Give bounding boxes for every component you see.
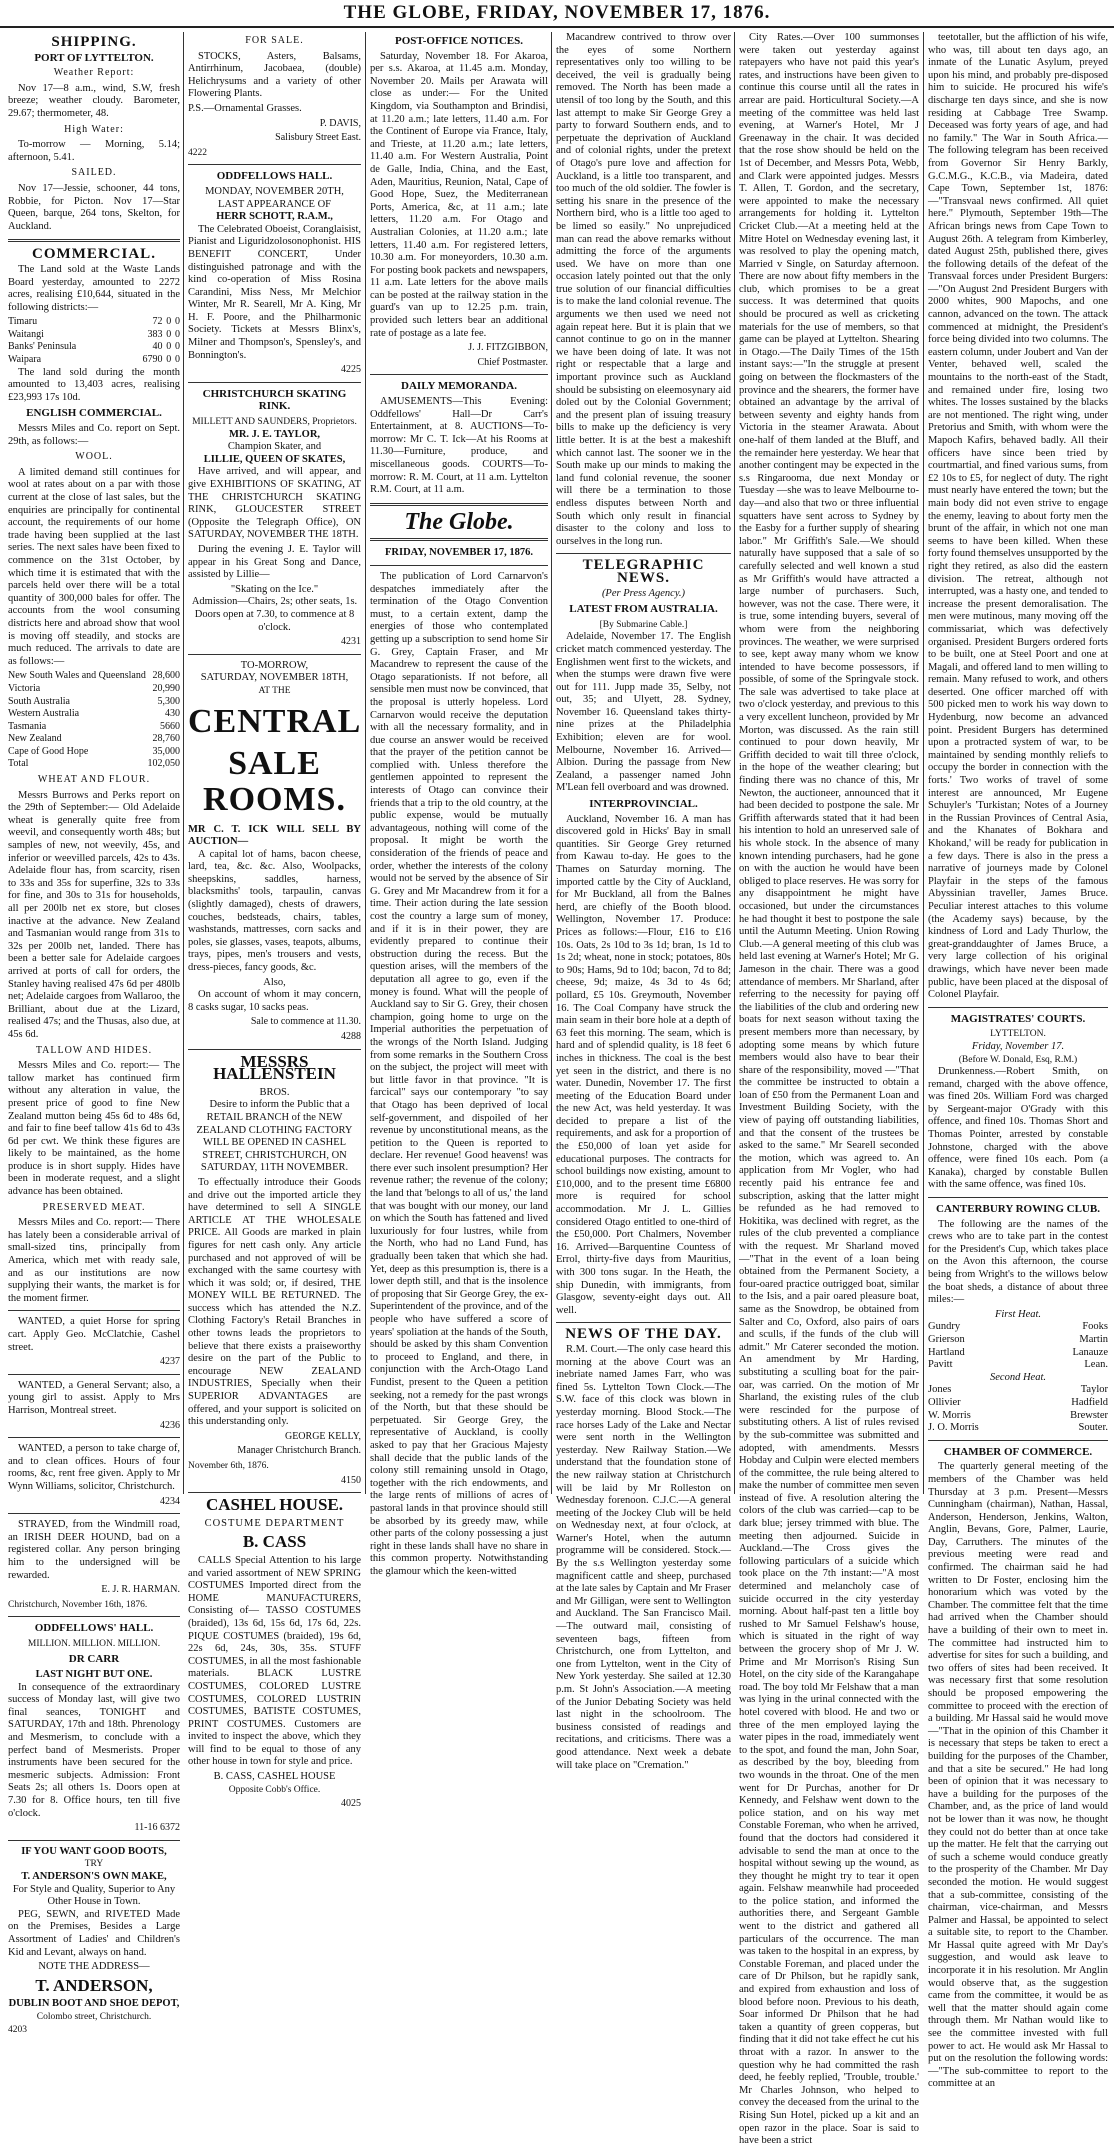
interprovincial-heading: INTERPROVINCIAL. xyxy=(589,798,698,811)
for-sale-body: STOCKS, Asters, Balsams, Antirrhinum, Jacobaea, (double) Helichrysums and a variety of other Flowering Plants. xyxy=(188,50,361,100)
high-water: To-morrow — Morning, 5.14; afternoon, 5.41. xyxy=(8,139,180,163)
oddfellows-heading: ODDFELLOWS' HALL. xyxy=(34,1622,154,1635)
column-rule xyxy=(183,32,184,1494)
text-line: 0 xyxy=(166,328,172,340)
text-line: HERR SCHOTT, R.A.M., xyxy=(216,211,333,223)
table-row xyxy=(8,721,180,734)
text-line: J. J. FITZGIBBON, xyxy=(468,342,548,354)
text-line: 4025 xyxy=(341,1798,361,1810)
chamber-heading: CHAMBER OF COMMERCE. xyxy=(943,1445,1093,1458)
australia-heading: LATEST FROM AUSTRALIA. xyxy=(569,603,718,616)
text-line: 4225 xyxy=(341,364,361,376)
post-office-heading: POST-OFFICE NOTICES. xyxy=(395,35,523,47)
dr-carr: DR CARR xyxy=(68,1653,120,1666)
table-row xyxy=(8,746,180,759)
text-line: MILLION. MILLION. MILLION. xyxy=(27,1638,161,1649)
divider xyxy=(928,1197,1108,1198)
text-line: E. J. R. HARMAN. xyxy=(101,1584,180,1596)
text-line: During the evening J. E. Taylor will appear in his Great Song and Dance, assisted by Lillie— xyxy=(188,543,361,581)
tallow-heading: TALLOW AND HIDES. xyxy=(35,1044,153,1056)
weather-report: Nov 17—8 a.m., wind, S.W, fresh breeze; weather cloudy. Barometer, 29.67; thermometer, 48. xyxy=(8,82,180,119)
commercial-intro: The Land sold at the Waste Lands Board yesterday, amounted to 2272 acres, realising £10,644, situated in the following districts:— xyxy=(8,263,180,313)
high-water-heading: High Water: xyxy=(64,123,124,135)
text-line: [By Submarine Cable.] xyxy=(599,619,688,630)
divider xyxy=(556,553,731,554)
text-line: 430 xyxy=(165,708,180,720)
divider xyxy=(8,1437,180,1438)
divider xyxy=(188,1049,361,1050)
the-globe-heading: The Globe. xyxy=(404,508,514,535)
text-line: 5660 xyxy=(160,720,180,732)
divider xyxy=(370,503,548,506)
preserved-heading: PRESERVED MEAT. xyxy=(42,1201,146,1213)
text-line: MONDAY, NOVEMBER 20TH, xyxy=(205,185,344,197)
wool-report: A limited demand still continues for wool at rates about on a par with those current at the close of last sales, but the enquiries are principally for continental account, the requirements of our home trade having been supplied at the last series. The next sales have been fixed to commence on the 31st October, by which time it is estimated that with the parcels held over there will be a total quantity of 300,000 bales for offer. The accounts from the wool consuming districts here and abroad show that wool is moving off steadily, and stocks are much reduced. The arrivals to date are as follows:— xyxy=(8,466,180,667)
wanted-ad-servant: WANTED, a General Servant; also, a young girl to assist. Apply to Mrs Harrison, Montreal street. xyxy=(8,1379,180,1416)
text-line: 4234 xyxy=(160,1495,180,1507)
text-line: First Heat. xyxy=(994,1308,1042,1320)
text-line: Banks' Peninsula xyxy=(8,341,77,353)
text-line: 0 xyxy=(175,341,180,353)
tallow-report: Messrs Miles and Co. report:— The tallow market has continued firm without any alteration in value, the present price of good to fine New Zealand mutton being 45s 6d to 48s 6d, and fair to fine beef tallow 41s 6d to 43s 6d per cwt. We think these figures are likely to be maintained, as the home produce is in short supply. Hides have been in moderate request, and a slight advance has been obtained. xyxy=(8,1060,180,1198)
for-sale-heading: FOR SALE. xyxy=(245,35,304,46)
text-line: Lean. xyxy=(1084,1359,1108,1371)
text-line: New South Wales and Queensland xyxy=(8,670,146,682)
list-item xyxy=(928,1410,1108,1423)
hallenstein-heading: MESSRS HALLENSTEIN xyxy=(213,1051,336,1084)
text-line: AT THE xyxy=(258,685,291,696)
text-line: (Per Press Agency.) xyxy=(601,587,686,599)
text-line: 20,990 xyxy=(152,682,180,694)
text-line: 102,050 xyxy=(147,758,180,770)
list-item xyxy=(928,1384,1108,1397)
text-line: 0 xyxy=(175,328,180,340)
text-line: SATURDAY, NOVEMBER 18TH, xyxy=(200,672,349,684)
text-line: Ollivier xyxy=(928,1396,961,1408)
weather-heading: Weather Report: xyxy=(53,67,135,79)
chamber-body: The quarterly general meeting of the members of the Chamber was held Thursday at 3 p.m. Present—Messrs Cunningham (chairman), Nathan, Hassal, Anderson, Henderson, Jenkins, Walton, Anglin, Bevans, Gore, Palmer, Laurie, Day, Carruthers. The minutes of the previous meeting were read and confirmed. The chairman said he had written to Dr Foster, enclosing him the honorarium which was voted by the Chamber. The committee felt that the time had arrived when the Chamber should have a building of their own to meet in. The committee had instructed him to advertise for sites for such a building, and two offers of sites had been received. It was necessary first that some resolution should be proposed empowering the committee to proceed with the erection of a building. Mr Hassal said he would move—"That in the opinion of this Chamber it is necessary that steps be taken to erect a building for the purposes of the Chamber, and that a site be secured." He had long been of opinion that it was necessary to have a building for the purposes of the Chamber, and, as the price of land would not be lower than it was now, he thought they could not do better than at once take up the matter. He felt that the carrying out of such a scheme would conduce greatly to the prosperity of the Chamber. Mr Day seconded the motion. He would suggest that a sub-committee, consisting of the chairman, vice-chairman, and Messrs Palmer and Hassal, be appointed to select a suitable site, to report to the Chamber. Mr Hassal quite agreed with Mr Day's suggestion, and would ask leave to incorporate it in his resolution. Mr Anglin would observe that, as the suggestion came from the committee, it would be as well that the matter should again come through them. Mr Nathan would like to see the committee invested with full power to act. He would ask Mr Hassal to put on the resolution the following words:—"The sub-committee to report to the committee at an xyxy=(928,1461,1108,2090)
list-item xyxy=(928,1321,1108,1334)
text-line: The following are the names of the crews who are to take part in the contest for the President's Cup, which takes place on the Avon this afternoon, the course being from Wright's to the willows below the boat sheds, a distance of about three miles:— xyxy=(928,1218,1108,1306)
text-line: Grierson xyxy=(928,1333,965,1345)
text-line: For Style and Quality, Superior to Any Other House in Town. xyxy=(12,1883,176,1908)
text-line: COSTUME DEPARTMENT xyxy=(204,1517,345,1529)
text-line: Also, xyxy=(263,976,286,988)
table-row xyxy=(8,683,180,696)
text-line: DUBLIN BOOT AND SHOE DEPOT, xyxy=(8,1998,180,2010)
text-line: LAST NIGHT BUT ONE. xyxy=(35,1669,153,1681)
text-line: Timaru xyxy=(8,316,38,328)
text-line: Doors open at 7.30, to commence at 8 o'clock. xyxy=(194,608,355,633)
divider xyxy=(188,654,361,655)
text-line: Manager Christchurch Branch. xyxy=(237,1445,361,1457)
text-line: 72 xyxy=(152,316,163,328)
text-line: To effectually introduce their Goods and drive out the imported article they have determined to sell A SINGLE ARTICLE AT THE WHOLESALE PRICE. All Goods are marked in plain figures for nett cash only. Any article purchased and not approved of will be exchanged with the same courtesy with which it was sold; or, if desired, THE MONEY WILL BE RETURNED. The success which has attended the N.Z. Clothing Factory's Retail Branches in other towns leads the proprietors to believe that there exists a praiseworthy desire on the part of the Public to encourage NEW ZEALAND INDUSTRIES, Specially when their SUPERIOR ADVANTAGES are offered, and your support is solicited on this understanding only. xyxy=(188,1176,361,1428)
text-line: Admission—Chairs, 2s; other seats, 1s. xyxy=(191,596,358,608)
divider xyxy=(8,1513,180,1514)
text-line: Jones xyxy=(928,1384,952,1396)
table-row xyxy=(8,696,180,709)
text-line: Martin xyxy=(1079,1333,1108,1345)
text-line: Hadfield xyxy=(1071,1396,1108,1408)
telegraphic-heading: TELEGRAPHIC NEWS. xyxy=(582,557,705,586)
text-line: 6790 xyxy=(142,354,163,366)
table-row xyxy=(8,316,180,329)
table-row xyxy=(8,708,180,721)
text-line: Champion Skater, and xyxy=(227,441,322,453)
table-row xyxy=(8,329,180,342)
list-item xyxy=(928,1347,1108,1360)
text-line: Lanauze xyxy=(1072,1346,1108,1358)
text-line: Second Heat. xyxy=(990,1371,1046,1383)
interprovincial-body: Auckland, November 16. A man has discovered gold in Hicks' Bay in small quantities. Sir George Grey returned from Kawau to-day. He goes to the Thames on Saturday morning. The imported cattle by the City of Auckland, for Mr Buckland, all from the Balnes herd, are chiefly of the Booth blood. Wellington, November 17. Produce: Prices as follows:—Flour, £16 to £16 10s. Oats, 2s 10d to 3s 1d; bran, 1s 1d to 1s 2d; wheat, none in stock; potatoes, 80s to 90s; Hams, 9d to 10d; bacon, 7d to 8d; cheese, 9d; maize, 4s 3d to 4s 6d; pollard, £5 10s. Greymouth, November 16. The Coal Company have struck the main seam in their bore hole at a depth of 63 feet this morning. The seam, which is hard and of splendid quality, is 18 feet 6 inches in thickness. The coal is the best yet seen in the district, and there is no water. Dunedin, November 17. The first meeting of the Education Board under the new Act, was held yesterday. It was decided to prepare a list of the requirements, and ask for a proportion of the £50,000 of loan yet aside for educational purposes. The contracts for school buildings now existing, amount to £10,000, and to the present time £6800 more is required for school accommodation. Mr J. L. Gillies considered Otago entitled to one-third of the £50,000. Port Chalmers, November 16. Arrived—Barquentine Countess of Errol, thirty-five days from Mauritius, with 300 tons sugar. In the Heath, the ship Dunedin, with immigrants, from Glasgow, seventy-eight days out. All well. xyxy=(556,813,731,1316)
text-line: 4288 xyxy=(341,1031,361,1042)
text-line: "Skating on the Ice." xyxy=(230,583,319,595)
text-line: Souter. xyxy=(1078,1422,1108,1434)
text-line: On account of whom it may concern, 8 casks sugar, 10 sacks peas. xyxy=(188,989,361,1013)
table-row xyxy=(8,670,180,683)
magistrates-body: Drunkenness.—Robert Smith, on remand, charged with the above offence, was fined 20s. William Ford was charged by Sergeant-major O'Grady with this offence, and fined 10s. Thomas Short and Thomas Pointer, arrested by constable Johnstone, charged with the above offence, were fined 10s each. Pom (a Kanaka), charged by constable Bullen with the same offence, was fined 10s. xyxy=(928,1066,1108,1191)
boots-heading: IF YOU WANT GOOD BOOTS, xyxy=(21,1845,167,1857)
preserved-report: Messrs Miles and Co. report:— There has lately been a considerable arrival of small-sized tins, principally from America, which met with ready sale, and as our institutions are now supplying their wants, the market is for the moment firmer. xyxy=(8,1217,180,1304)
bales-table xyxy=(8,670,180,771)
divider xyxy=(188,382,361,383)
text-line: Western Australia xyxy=(8,708,80,720)
text-line: Cape of Good Hope xyxy=(8,745,89,757)
text-line: MILLETT AND SAUNDERS, Proprietors. xyxy=(192,417,357,428)
table-row: Total 102,050 xyxy=(8,758,180,770)
text-line: 0 xyxy=(166,341,172,353)
cashel-house-heading: CASHEL HOUSE. xyxy=(206,1495,343,1515)
list-item xyxy=(928,1397,1108,1410)
local-news-body: City Rates.—Over 100 summonses were taken out yesterday against ratepayers who have not paid this year's rates, and instructions have been given to continue this course until all the rates in arrear are paid. Horticultural Society.—A meeting of the committee was held last evening, at Warner's Hotel, Mr J Greenaway in the chair. It was decided that the rose show should be held on the 1st of December, and Messrs Pota, Webb, and Clark were appointed judges. Messrs T. Allen, T. Gordon, and the secretary, were appointed to make the necessary arrangements for holding it. Lyttelton Cricket Club.—At a meeting held at the Mitre Hotel on Wednesday evening last, it was resolved to play the opening match, Married v Single, on Saturday afternoon. There are now about fifty members in the club, which promises to be a great success. It was determined that quoits should be procured as well as cricketing materials for the use of members, so that game can be played at Lyttelton. Shearing in Otago.—The Daily Times of the 15th instant says:—"In the struggle at present going on between the flockmasters of the province and the shearers, the former have obtained an advantage by the arrival of between seventy and eighty hands from Victoria in the steamer Arawata. About one-half of them landed at the Bluff, and the remainder here yesterday. We hear that another contingent may be expected in the s.s Ringarooma, due next Monday or Tuesday —she was to leave Melbourne to-day—and also that two or three influential squatters have sent across to Sydney by the Easby for a further supply of shearing labor." Mr Griffith's Sale.—We should naturally have supposed that a sale of so carefully selected and well known a stud as Mr Griffith's would have attracted a large number of purchasers. Such, however, was not the case. There were, it is true, some intending buyers, several of whom were from the neighboring provinces. The weather, we were surprised to see, kept away many whom we know intended to have become possessors, if possible, of some of the Springvale stock. The sale was advertised to take place at two o'clock yesterday, and previous to this a very excellent luncheon, provided by Mr Morton, was discussed. As the rain still continued to pour down heavily, Mr Griffith decided to wait till three o'clock, in the hope of the weather clearing; but finding there was no chance of this, Mr Newton, the auctioneer, announced that it had been decided to postpone the sale. Mr Griffith afterwards stated that it had been his intention to hold an unreserved sale of his whole stock. In the absence of many known intending purchasers, had he gone on with the auction he would have been obliged to place reserves. He was sorry for any disappointment he might have occasioned, but under the circumstances he had thought it best to postpone the sale until the Autumn Meeting. Union Rowing Club.—A general meeting of this club was held last evening at Warner's Hotel; Mr G. Jameson in the chair. There was a good attendance of members. Mr Sharland, after referring to the necessity for paying off the liabilities of the club and ordering new boats for next season without taxing the present members more than necessary, by adopting some means by which future members would also have to bear their share of the responsibility, moved —"That the committee be instructed to obtain a loan of £50 from the Permanent Loan and Investment Building Society, with the view of paying off outstanding liabilities, and that the consent of the trustees be asked to the same." Mr Searell seconded the motion, which was agreed to. An application from Mr Vogler, who had recently paid his entrance fee and subscription, asking that the latter might be refunded as he had removed to Hokitika, was declined with regret, as the rules of the club prevented a compliance with the request. Mr Sharland moved—"That in the event of a loan being obtained from the Permanent Society, a four-oared practice outrigged boat, similar to the Isis, and a pair oared pleasure boat, same as the Snowdrop, be obtained from Salter and Co, Oxford, also pairs of oars and sculls, if the funds of the club will admit." Mr Caterer seconded the motion. An amendment by Mr Harding, substituting a sculling boat for the pair-oar, was carried. On the motion of Mr Sharland, the existing rules of the club were rescinded for the purpose of substituting others. A list of rules revised by the sub-committee was submitted and adopted, with amendments. Messrs Hobday and Culpin were elected members of the committee, the rule being altered to make the number of committee men seven instead of five. A resolution altering the colors of the club was carried—cap to be dark blue; jersey trimmed with blue. The meeting then adjourned. Suicide in Auckland.—The Cross gives the following particulars of a suicide which took place on the 7th instant:—"A most determined and melancholy case of suicide occurred in the city yesterday morning. About half-past ten a little boy rushed to Mr Samuel Felshaw's house, which is situated in the right of way between the grocery shop of Mr J. W. Prime and Mr Morrison's Rising Sun Hotel, on the city side of the Karangahape road. The boy told Mr Felshaw that a man was lying in the urinal connected with the hotel covered with blood. He and two or three of the men employed laying the water pipes in the road, immediately went to the spot, and found the man, John Soar, as described by the boy, bleeding from two wounds in the throat. One of the men went for Dr Purchas, another for Dr Kennedy, and Felshaw went down to the police station, and on his way met Constable Foreman, who when he arrived, found that the doctors had considered it advisable to send the man at once to the hospital without sewing up the wound, as they thought he might try to tear it open again. Felshaw meanwhile had proceeded to the police station, and informed the authorities there, and Sergeant Gamble went to the district and gathered all particulars of the occurrence. The man was taken to the hospital in an express, by Constable Foreman, and placed under the care of Dr Philson, but he rapidly sank, and expired from exhaustion and loss of blood before noon. Previous to his death, Soar informed Dr Philson that he had taken a quantity of green copperas, but finding that it did not take effect he cut his throat with a razor. In answer to the question why he had committed the rash deed, he feebly replied, 'Trouble, trouble.' Mr Charles Johnson, who helped to convey the deceased from the urinal to the Rising Sun Hotel, picked up a kit and an open razor in the place. Soar is said to have been a strict xyxy=(739,32,919,2147)
central-heading: CENTRAL xyxy=(188,702,362,740)
column-rule xyxy=(365,32,366,1494)
commercial-heading: COMMERCIAL. xyxy=(32,246,156,263)
divider xyxy=(188,164,361,165)
magistrates-heading: MAGISTRATES' COURTS. xyxy=(950,1012,1086,1025)
post-office-body: Saturday, November 18. For Akaroa, per s.s. Akaroa, at 11.45 a.m. Monday, November 20. Mails per Arawata will close as under:— For the United Kingdom, via Southampton and Brindisi, at 11.20 a.m.; late letters, 11.40 a.m. For the Continent of Europe via France, Italy, and Trieste, at 11.20 a.m.; late letters, 11.40 a.m. For Western Australia, Point de Galle, India, China, and the East, Aden, Mauritius, Reunion, Natal, Cape of Good Hope, Suez, the Mediterranean Ports, America, &c, at 11 a.m.; late letters, 11.20 a.m. For Otago and Australian Colonies, at 11.20 a.m.; late letters, 11.40 a.m. For registered letters, 10.30 a.m. For moneyorders, 10.30 a.m. For posting book packets and newspapers, 11 a.m. Late letters for the above mails can be posted at the railway station in the guard's van up to 12.25 p.m. train, provided such letters bear an additional rate of postage as a late fee. xyxy=(370,50,548,339)
divider xyxy=(928,1007,1108,1008)
text-line: Gundry xyxy=(928,1321,961,1333)
text-line: 4237 xyxy=(160,1356,180,1368)
text-line: 35,000 xyxy=(152,745,180,757)
news-of-the-day-heading: NEWS OF THE DAY. xyxy=(565,1326,722,1343)
column-5 xyxy=(739,32,919,2147)
text-line: LAST APPEARANCE OF xyxy=(218,198,331,210)
text-line: November 6th, 1876. xyxy=(188,1461,269,1471)
table-row xyxy=(8,354,180,367)
text-line: (Before W. Donald, Esq, R.M.) xyxy=(958,1054,1078,1065)
skating-body: Have arrived, and will appear, and give EXHIBITIONS OF SKATING, AT THE CHRISTCHURCH SKATING RINK, GLOUCESTER STREET (Opposite the Telegraph Office), ON SATURDAY, NOVEMBER THE 18TH. xyxy=(188,466,361,541)
column-1 xyxy=(8,32,180,2035)
english-commercial-heading: ENGLISH COMMERCIAL. xyxy=(26,407,162,420)
text-line: 383 xyxy=(147,328,163,340)
text-line: 4150 xyxy=(341,1474,361,1486)
divider xyxy=(8,1616,180,1617)
column-rule xyxy=(923,32,924,1494)
text-line: Taylor xyxy=(1080,1384,1108,1396)
shipping-heading: SHIPPING. xyxy=(51,34,137,50)
text-line: Waitangi xyxy=(8,328,44,340)
wool-heading: WOOL. xyxy=(75,451,113,463)
divider xyxy=(188,1492,361,1493)
news-continued: teetotaller, but the affliction of his wife, who was, till about ten days ago, an inmate of the Lunatic Asylum, preyed upon his mind, and probably pre-disposed him to suicide. He procured his wife's discharge ten days since, and she is now residing at Cabbage Tree Swamp. Deceased was forty years of age, and had no family." The War in South Africa.—The following telegram has been received from Governor Sir Henry Barkly, G.C.M.G., K.C.B., via Madeira, dated Cape Town, September 1st, 1876:—"Transvaal news confirmed. All quiet here." Plymouth, September 19th—The African brings news from Cape Town to August 26th. A telegram from Kimberley, dated August 25th, published there, gives the following details of the defeat of the Transvaal forces under President Burgers:—"On August 2nd President Burgers with 2000 whites, 900 Mapochs, and one cannon, advanced on the town. The attack commenced at midnight, the President's force being divided into two columns. The eastern column, under Joubert and Van der Venter, behaved well, scaled the mountains to the north-east of the Stadt, and remained under fire, losing two whites. The losses sustained by the blacks are not mentioned. The right wing, under Pretorius and Smith, with whom were the Mapoch Kafirs, behaved badly. All their officers have since been tried by courtmartial, and fined various sums, from £2 10s to £5, for neglect of duty. The right must nearly have entered the town; but the main body did not even strive to engage the enemy, leaving to about forty men the brunt of the affair, in which not one man seems to have been killed. When these forty found themselves unsupported by the right they retired, as also did the eastern division. The retreat, although not interrupted, was a hasty one, and tended to increase the present demoralisation. The men were mutinous, many moving off the commissariat, which was defectively organised. President Burgers ordered forts to be built, one at Steel Poort and one at Magali, and offered land to men willing to remain. Many refused to work, and others deserted. One officer marched off with 500 picked men to work his way down to Hydenburg, now become an advanced point. President Burgers has determined upon a protracted system of war, to be maintained by sending monthly reliefs to occupy the border in connection with the forts.' Two works of travel of some interest are announced, Mr Eugene Schuyler's 'Turkistan; Notes of a Journey in the Russian Provinces of Central Asia, and the Khanates of Bokhara and Khokand,' will be ready for publication in a few days. There is also in the press a narrative of journeys made by Colonel Playfair in the steps of the famous Abyssinian traveller, James Bruce. Peculiar interest attaches to this volume (the Academy says) because, by the kindness of Lord and Lady Thurlow, the great-granddaughter of James Bruce, a very large collection of his original drawings, which have never been made public, have been placed at the disposal of Colonel Playfair. xyxy=(928,32,1108,1001)
text-line: 4222 xyxy=(188,147,207,158)
editorial-date: FRIDAY, NOVEMBER 17, 1876. xyxy=(385,547,533,559)
text-line: Hartland xyxy=(928,1346,965,1358)
text-line: Chief Postmaster. xyxy=(477,356,548,368)
text-line: PEG, SEWN, and RIVETED Made on the Premises, Besides a Large Assortment of Ladies' and Children's Kid and Levant, always on hand. xyxy=(8,1908,180,1958)
text-line: TRY xyxy=(84,1859,104,1870)
news-of-the-day-body: R.M. Court.—The only case heard this morning at the above Court was an inebriate named James Farr, who was fined 5s. Lyttelton Town Clock.—The S.W. face of this clock was blown in yesterday morning. Blood Stock.—The race horses Lady of the Lake and Nectar were sent north in the Wellington yesterday. New Railway Station.—We understand that the foundation stone of the new railway station at Christchurch will be laid by Mr Rolleston on Wednesday forenoon. C.J.C.—A general meeting of the Jockey Club will be held on Wednesday next, at four o'clock, at Warner's Hotel, when the autumn programme will be considered. Stock.—By the s.s Wellington yesterday some magnificent cattle and sheep, purchased at the late sales by Captain and Mr Fraser and Mr Gilligan, were sent to Wellington and Auckland. The San Francisco Mail.—The outward mail, consisting of seventeen bags, fifteen from Christchurch, one from Lyttelton, and one from Lyttelton, went in the City of New York yesterday. She sailed at 12.30 p.m. St John's Association.—A meeting of the Junior Debating Society was held last night in the schoolroom. The business consisted of readings and recitations, and criticisms. There was a good attendance. Next week a debate will take place on "Cremation." xyxy=(556,1343,731,1771)
text-line: 11-16 6372 xyxy=(134,1822,180,1834)
text-line: NOTE THE ADDRESS— xyxy=(38,1961,150,1973)
wheat-report: Messrs Burrows and Perks report on the 29th of September:— Old Adelaide wheat is generally quite free from weevil, and consequently worth 48s; but samples of new, not weevily, 45s, and inferior or weevilled parcels, 42s to 43s. Adelaide flour has, from scarcity, risen to 33s and 35s for superfine, 32s to 33s for fine, and 30s to 31s for households, all per 200lb net ex store, but closes inactive at the advance. New Zealand and Tasmanian would range from 31s to 32s per 200lb net, landed. There has been a better sale for Adelaide cargoes arrived at ports of call for orders, the Stanley having realised 47s 6d per 480lb net; Adelaide cargoes from Wallaroo, the Brilliant, about due at the Lizard, realised 47s; and the Thusas, also due, at 45s 6d. xyxy=(8,789,180,1040)
divider xyxy=(8,1374,180,1375)
column-6 xyxy=(928,32,1108,2090)
text-line: 4236 xyxy=(160,1419,180,1431)
list-item xyxy=(928,1422,1108,1435)
table-row xyxy=(8,733,180,746)
text-line: MR C. T. ICK WILL SELL BY AUCTION— xyxy=(188,823,361,848)
hallenstein-body: Desire to inform the Public that a RETAIL BRANCH of the NEW ZEALAND CLOTHING FACTORY WILL BE OPENED IN CASHEL STREET, CHRISTCHURCH, ON SATURDAY, 11TH NOVEMBER. xyxy=(196,1099,353,1174)
list-item xyxy=(928,1334,1108,1347)
column-rule xyxy=(734,32,735,1494)
text-line: B. CASS, CASHEL HOUSE xyxy=(213,1771,336,1783)
strayed-ad: STRAYED, from the Windmill road, an IRISH DEER HOUND, bad on a registered collar. Any person bringing him to the undersigned will be rewarded. xyxy=(8,1519,180,1581)
wanted-ad-offices: WANTED, a person to take charge of, and to clean offices. Hours of four rooms, &c, rent free given. Apply to Mr Wynn Williams, solicitor, Christchurch. xyxy=(8,1443,180,1492)
sailed-list: Nov 17—Jessie, schooner, 44 tons, Robbie, for Picton. Nov 17—Star Queen, barque, 264 tons, Skelton, for Auckland. xyxy=(8,182,180,232)
text-line: 0 xyxy=(175,316,180,328)
text-line: 5,300 xyxy=(157,695,180,707)
rowing-club-heading: CANTERBURY ROWING CLUB. xyxy=(936,1203,1100,1216)
divider xyxy=(556,1322,731,1323)
land-table xyxy=(8,316,180,366)
sale-rooms-heading: SALE ROOMS. xyxy=(203,744,346,818)
masthead-title: THE GLOBE, FRIDAY, NOVEMBER 17, 1876. xyxy=(343,2,771,23)
text-line: Sale to commence at 11.30. xyxy=(250,1016,361,1028)
text-line: Brewster xyxy=(1070,1409,1108,1421)
text-line: Salisbury Street East. xyxy=(275,132,361,144)
text-line: Opposite Cobb's Office. xyxy=(228,1784,321,1795)
memoranda-body: AMUSEMENTS—This Evening: Oddfellows' Hall—Dr Carr's Entertainment, at 8. AUCTIONS—To-morrow: Mr C. T. Ick—At his Rooms at 11.30—Furniture, produce, and miscellaneous goods. COURTS—To-morrow: R. M. Court, at 11 a.m. Lyttelton R.M. Court, at 11 a.m. xyxy=(370,396,548,496)
divider xyxy=(8,1840,180,1841)
divider xyxy=(928,1440,1108,1441)
text-line: Victoria xyxy=(8,682,41,694)
text-line: Waipara xyxy=(8,354,42,366)
port-heading: PORT OF LYTTELTON. xyxy=(34,51,154,64)
text-line: Pavitt xyxy=(928,1359,953,1371)
skating-heading: CHRISTCHURCH SKATING RINK. xyxy=(202,387,347,413)
concert-heading: ODDFELLOWS HALL. xyxy=(216,170,333,183)
text-line: W. Morris xyxy=(928,1409,971,1421)
divider xyxy=(8,1310,180,1311)
text-line: 0 xyxy=(166,354,172,366)
column-4 xyxy=(556,32,731,1771)
text-line: T. ANDERSON'S OWN MAKE, xyxy=(21,1870,167,1882)
cashel-body: CALLS Special Attention to his large and varied assortment of NEW SPRING COSTUMES Imported direct from the HOME MANUFACTURERS, Consisting of— TASSO COSTUMES (braided), 13s 6d, 15s 6d, 17s 6d, 22s. PIQUE COSTUMES (braided), 19s 6d, 22s 6d, 24s, 30s, 35s. STUFF COSTUMES, in all the most fashionable materials. BLACK LUSTRE COSTUMES, COLORED LUSTRE COSTUMES, COLORED LUSTRIN COSTUMES, BATISTE COSTUMES, PRINT COSTUMES. Customers are invited to inspect the above, which they will find to be equal to those of any other house in town for style and price. xyxy=(188,1554,361,1768)
column-3 xyxy=(370,32,548,1577)
divider xyxy=(370,538,548,541)
masthead xyxy=(0,0,1114,28)
text-line: LYTTELTON. xyxy=(990,1029,1046,1040)
auction-list: A capital lot of hams, bacon cheese, lard, tea, &c. &c. Also, Woolpacks, sheepskins, saddles, harness, blacksmiths' tools, tarpaulin, canvas (slightly damaged), chests of drawers, couches, bedsteads, chairs, tables, washstands, mattresses, corn sacks and poles, sie glasses, vases, teapots, albums, trays, pipes, men's trousers and vests, dress-pieces, fancy goods, &c. xyxy=(188,848,361,974)
text-line: B. CASS xyxy=(242,1532,307,1552)
text-line: LILLIE, QUEEN OF SKATES, xyxy=(203,453,346,465)
text-line: South Australia xyxy=(8,695,70,707)
wanted-ad-horse: WANTED, a quiet Horse for spring cart. Apply Geo. McClatchie, Cashel street. xyxy=(8,1316,180,1353)
text-line: 28,760 xyxy=(152,733,180,745)
list-item xyxy=(928,1359,1108,1372)
concert-body: The Celebrated Oboeist, Coranglaisist, Pianist and Liguridzolosonophonist. HIS BENEFIT CONCERT, Under distinguished patronage and with the kind co-operation of Miss Rosina Carandini, Miss Ness, Mr Melchior Winter, Mr R. Searell, Mr A. King, Mr H. F. Poore, and the Philharmonic Society. Tickets at Messrs Blinx's, Milner and Thompson's, Spensley's, and Bonnington's. xyxy=(188,223,362,361)
column-rule xyxy=(551,32,552,1494)
text-line: 0 xyxy=(166,316,172,328)
anderson-name: T. ANDERSON, xyxy=(35,1975,153,1995)
text-line: 4203 xyxy=(8,2024,27,2035)
text-line: New Zealand xyxy=(8,733,62,745)
text-line: MR. J. E. TAYLOR, xyxy=(228,428,321,440)
text-line: P. DAVIS, xyxy=(319,117,361,129)
text-line: GEORGE KELLY, xyxy=(284,1430,361,1442)
carr-ad-body: In consequence of the extraordinary success of Monday last, will give two final seances, TONIGHT and SATURDAY, 17th and 18th. Phrenology and Mesmerism, to conclude with a perfect band of Mesmerists. Proper instruments have been secured for the mesmeric subjects. Admission: Front Seats 2s; all others 1s. Doors open at 7.30 for 8. Office hours, ten till five o'clock. xyxy=(8,1681,180,1819)
text-line: Friday, November 17. xyxy=(971,1040,1065,1052)
divider xyxy=(370,374,548,375)
text-line: 28,600 xyxy=(152,670,180,682)
divider xyxy=(370,565,548,566)
text-line: P.S.—Ornamental Grasses. xyxy=(188,102,302,114)
text-line: Tasmania xyxy=(8,720,47,732)
memoranda-heading: DAILY MEMORANDA. xyxy=(401,380,517,393)
column-2 xyxy=(188,32,362,1810)
text-line: 0 xyxy=(175,354,180,366)
sailed-heading: SAILED. xyxy=(71,167,117,179)
text-line: Christchurch, November 16th, 1876. xyxy=(8,1599,148,1610)
table-row xyxy=(8,341,180,354)
text-line: 4231 xyxy=(341,636,361,648)
text-line: TO-MORROW, xyxy=(240,659,309,671)
editorial-body: The publication of Lord Carnarvon's despatches immediately after the termination of the Otago Convention must, to a certain extent, damp the energies of those who contemplated getting up a subscription to send home Sir G. Grey, Captain Fraser, and Mr Macandrew to represent the cause of the Otago separationists. If not before, all sensible men must now be convinced, that the proposal is utterly hopeless. Lord Carnarvon would receive the deputation with all the necessary formality, and in due course an answer would be received that the prayer of the petition cannot be complied with. Unless therefore the gentlemen appointed to represent the interests of Otago can convince their friends that a trip to the old country, at the public expense, would be mutually advantageous, nothing will come of the proposal. It might be worth the consideration of the friends of peace and order, whether the interests of the colony would not be served by the absence of Sir G. Grey and Mr Macandrew from it for a time. Their action during the late session cost the country a large sum of money, and if it is in their power, they are evidently prepared to continue their obstruction during the recess. But the question arises, will the members of the deputation all agree to go, even if the money is found. What will the people of Auckland say to Sir G. Grey, their chosen champion, going home to urge on the Imperial authorities the perpetuation of the wrongs of the North Island. Judging from some remarks in the Southern Cross on the subject, the project will meet with but little favor in that province. "It is farcical" says our contemporary "to say that Otago has been deprived of local self-government, and dispoiled of her revenue by unconstitutional means, as the petition to the Queen is reported to declare. Her revenue! Good heavens! was there ever such insolent presumption? Her revenue rather; the revenue of the colony; the land that 'belongs to all of us,' the land that was bought with our money, our land on which the South has fattened and lived luxuriously for four lustres, while from the North, who had no Land Fund, has gradually been taken that which she had. Yet, deep as this presumption is, there is a lower depth still, and that is the insolence of proposing that Sir George Grey, the ex-Superintendent of the province, and of the people who have suffered a score of years' spoliation at the hands of the South, should be asked by this sham Convention to proceed to England, and there, in conjunction with the Arch-Otago Land Fundist, present to the Queen a petition seeking, not a remedy for the past wrongs of the North, but that these should be perpetuated. Sir George Grey, the representative of Auckland, is coolly asked to pay that her Gracious Majesty shall decide that the public lands of the colony still remaining unsold in Otago, together with the rich endowments, and the large rents of millions of acres of pastoral lands in that province should still be absorbed by its greedy maw, while other parts of the colony possessing a just right in these lands shall have no share in this common property. Notwithstanding the glamour which the keen-witted xyxy=(370,570,548,1577)
english-intro: Messrs Miles and Co. report on Sept. 29th, as follows:— xyxy=(8,423,180,447)
wheat-heading: WHEAT AND FLOUR. xyxy=(37,774,151,786)
text-line: 40 xyxy=(152,341,163,353)
text-line: J. O. Morris xyxy=(928,1422,979,1434)
text-line: BROS. xyxy=(259,1086,290,1098)
australia-body: Adelaide, November 17. The English cricket match commenced yesterday. The Englishmen went first to the wickets, and when the stumps were drawn five were out for 111. Jupp made 35, Selby, not out, 35; and Ulyett, 28. Sydney, November 16. Queensland takes thirty-nine prizes at the Philadelphia Exhibition; eleven are for wool. Melbourne, November 16. Arrived—Albion. During the passage from New Zealand, a passenger named John M'Lean fell overboard and was drowned. xyxy=(556,631,731,794)
divider xyxy=(8,239,180,242)
text-line: Colombo street, Christchurch. xyxy=(36,2011,152,2022)
land-total: The land sold during the month amounted to 13,403 acres, realising £23,993 17s 10d. xyxy=(8,366,180,403)
editorial-continued: Macandrew contrived to throw over the eyes of some Northern representatives only too willing to be deceived, the veil is gradually being removed. The North has been made a utensil of too long by the South, and this last attempt to make Sir George Grey a party to forward Southern ends, and to perpetuate the deprivation of Auckland and of colonial rights, under the pretext of Otago's pure love and affection for Auckland, is a little too transparent, and too much of the old soldier. The fowler is setting his snare in the presence of the Northern bird, who is a little too aged to be limed so easily." No unprejudiced man can read the above remarks without admitting the force of the arguments used. We have on more than one occasion lately pointed out that the only true solution of our financial difficulties is to make the land colonial revenue. The arguments we then used we need not again repeat here. But it is plain that we cannot continue to go on in the manner we have been doing of late. It was not right or respectable that a large and important province such as Auckland should be subsisting on eleemosynary aid doled out by the Colonial Government; and the present plan of issuing treasury bills to make up the deficiency is very little better. It is at the best a makeshift which cannot last. The sooner we in the South make up our minds to making the land fund colonial revenue, the sooner will there be a termination to those endless disputes between North and South which only result in financial disaster to the colony and loss to ourselves in the long run. xyxy=(556,32,731,547)
text-line: Fooks xyxy=(1082,1321,1108,1333)
